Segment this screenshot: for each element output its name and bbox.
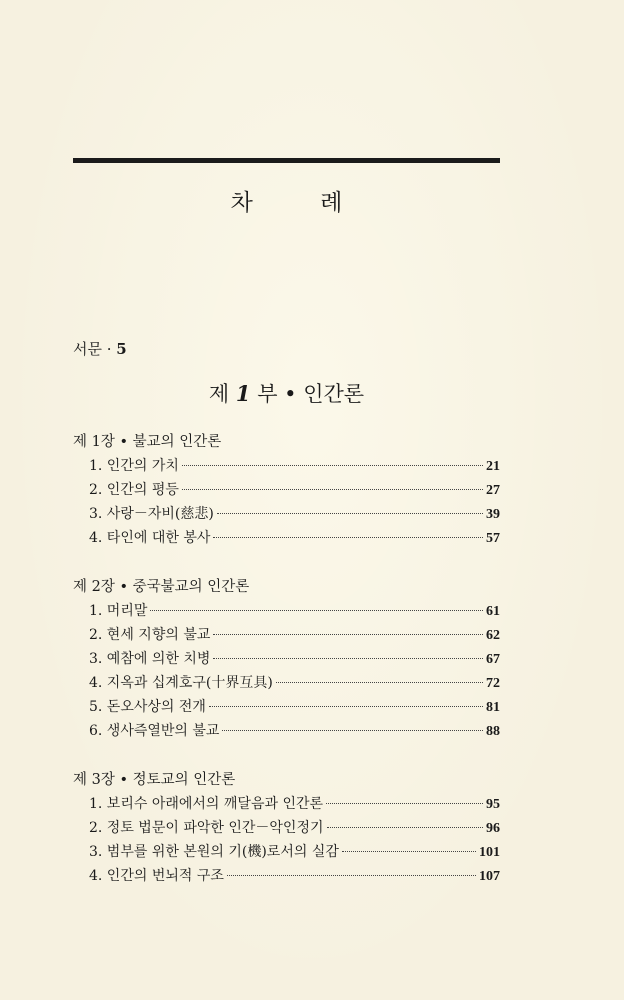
entry-page: 88 <box>486 724 500 739</box>
chapter-number: 3 <box>91 772 101 788</box>
toc-entry <box>73 454 500 478</box>
entry-label: 3. 예참에 의한 치병 <box>89 651 211 667</box>
entry-label: 2. 현세 지향의 불교 <box>89 627 211 643</box>
leader-dots <box>213 658 483 659</box>
toc-entry <box>73 502 500 526</box>
preface-page: 5 <box>116 340 127 358</box>
preface-entry <box>73 338 127 359</box>
leader-dots <box>217 513 483 514</box>
part-number: 1 <box>235 381 251 406</box>
entry-page: 39 <box>486 507 500 522</box>
chapter-2 <box>73 575 500 743</box>
toc-entry <box>73 695 500 719</box>
entry-page: 57 <box>486 531 500 546</box>
leader-dots <box>209 706 483 707</box>
chapter-prefix: 제 <box>73 579 92 595</box>
chapter-title <box>73 575 500 599</box>
chapter-title <box>73 768 500 792</box>
entry-page: 95 <box>486 797 500 812</box>
leader-dots <box>150 610 483 611</box>
chapter-number: 2 <box>91 579 101 595</box>
entry-page: 101 <box>479 845 500 860</box>
entry-page: 107 <box>479 869 500 884</box>
toc-entry <box>73 792 500 816</box>
entry-label: 4. 타인에 대한 봉사 <box>89 530 211 546</box>
entry-page: 81 <box>486 700 500 715</box>
entry-label: 2. 정토 법문이 파악한 인간－악인정기 <box>89 820 324 836</box>
leader-dots <box>276 682 483 683</box>
leader-dots <box>342 851 476 852</box>
toc-entry <box>73 671 500 695</box>
chapter-title <box>73 430 500 454</box>
leader-dots <box>227 875 476 876</box>
entry-label: 1. 머리말 <box>89 603 148 619</box>
chapter-3 <box>73 768 500 888</box>
entry-page: 27 <box>486 483 500 498</box>
entry-page: 62 <box>486 628 500 643</box>
part-suffix: 부 • 인간론 <box>250 382 365 406</box>
toc-entry <box>73 840 500 864</box>
entry-label: 5. 돈오사상의 전개 <box>89 699 206 715</box>
chapter-number: 1 <box>91 434 101 450</box>
entry-label: 1. 보리수 아래에서의 깨달음과 인간론 <box>89 796 324 812</box>
entry-page: 61 <box>486 604 500 619</box>
toc-title: 차 례 <box>230 190 373 216</box>
chapter-prefix: 제 <box>73 434 92 450</box>
entry-label: 6. 생사즉열반의 불교 <box>89 723 220 739</box>
toc-entry <box>73 647 500 671</box>
top-rule <box>73 158 500 163</box>
entry-label: 3. 범부를 위한 본원의 기(機)로서의 실감 <box>89 844 339 860</box>
part-prefix: 제 <box>208 382 236 406</box>
entry-page: 67 <box>486 652 500 667</box>
chapter-title-text: 장 • 불교의 인간론 <box>100 434 222 450</box>
entry-page: 72 <box>486 676 500 691</box>
leader-dots <box>326 803 483 804</box>
entry-label: 2. 인간의 평등 <box>89 482 179 498</box>
toc-entry <box>73 599 500 623</box>
entry-label: 3. 사랑－자비(慈悲) <box>89 506 214 522</box>
leader-dots <box>182 465 483 466</box>
entry-label: 4. 지옥과 십계호구(十界互具) <box>89 675 273 691</box>
chapter-title-text: 장 • 정토교의 인간론 <box>100 772 236 788</box>
toc-entry <box>73 719 500 743</box>
entry-page: 21 <box>486 459 500 474</box>
chapter-1 <box>73 430 500 550</box>
toc-entry <box>73 478 500 502</box>
toc-entry <box>73 623 500 647</box>
toc-entry <box>73 864 500 888</box>
toc-entry <box>73 816 500 840</box>
entry-label: 1. 인간의 가치 <box>89 458 179 474</box>
leader-dots <box>213 537 483 538</box>
entry-label: 4. 인간의 번뇌적 구조 <box>89 868 224 884</box>
entry-page: 96 <box>486 821 500 836</box>
leader-dots <box>213 634 483 635</box>
leader-dots <box>222 730 483 731</box>
toc-entry <box>73 526 500 550</box>
chapter-title-text: 장 • 중국불교의 인간론 <box>100 579 250 595</box>
leader-dots <box>327 827 484 828</box>
part-title <box>73 378 500 408</box>
leader-dots <box>182 489 483 490</box>
chapter-prefix: 제 <box>73 772 92 788</box>
preface-label: 서문 · <box>73 340 117 358</box>
